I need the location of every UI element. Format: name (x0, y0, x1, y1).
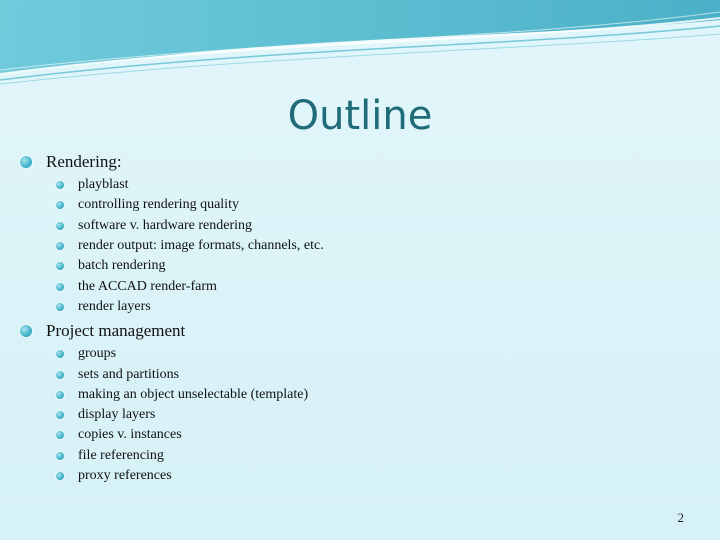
list-item (56, 175, 700, 195)
list-item (56, 195, 700, 215)
outline-section (20, 150, 700, 317)
section-label: Rendering: (46, 152, 122, 171)
list-item-text: playblast (78, 177, 129, 193)
list-item (56, 446, 700, 466)
section-items (20, 344, 700, 486)
list-item-text: the ACCAD render-farm (78, 278, 217, 294)
section-heading (20, 150, 700, 174)
list-item-text: proxy references (78, 468, 172, 483)
bullet-icon (56, 303, 64, 311)
list-item (56, 364, 700, 384)
section-items (20, 175, 700, 317)
bullet-icon (56, 242, 64, 250)
bullet-icon (56, 452, 64, 460)
bullet-icon (20, 156, 32, 168)
bullet-icon (56, 391, 64, 399)
list-item (56, 236, 700, 256)
list-item (56, 466, 700, 486)
bullet-icon (56, 371, 64, 379)
list-item-text: batch rendering (78, 258, 166, 274)
bullet-icon (56, 431, 64, 439)
list-item (56, 216, 700, 236)
slide-title (0, 88, 720, 144)
header-wave-decoration (0, 0, 720, 90)
bullet-icon (56, 472, 64, 480)
bullet-icon (20, 325, 32, 337)
outline-content (20, 150, 700, 488)
section-label: Project management (46, 321, 186, 341)
list-item-text: software v. hardware rendering (78, 217, 253, 233)
list-item-text: sets and partitions (78, 366, 180, 382)
list-item (56, 276, 700, 296)
list-item-text: render layers (78, 298, 151, 314)
list-item-text: controlling rendering quality (78, 197, 239, 213)
outline-section (20, 319, 700, 486)
list-item-text: groups (78, 346, 117, 362)
bullet-icon (56, 201, 64, 209)
outline-list (20, 150, 700, 486)
page-number: 2 (677, 510, 684, 525)
list-item (56, 344, 700, 364)
list-item-text: copies v. instances (78, 427, 182, 443)
bullet-icon (56, 411, 64, 419)
list-item (56, 405, 700, 425)
list-item-text: making an object unselectable (template) (78, 386, 309, 402)
section-heading (20, 319, 700, 343)
bullet-icon (56, 283, 64, 291)
bullet-icon (56, 181, 64, 189)
list-item-text: file referencing (78, 447, 164, 463)
list-item-text: render output: image formats, channels, etc. (78, 238, 324, 254)
list-item (56, 385, 700, 405)
list-item-text: display layers (78, 407, 156, 423)
slide-title-text: Outline (287, 93, 433, 139)
bullet-icon (56, 350, 64, 358)
bullet-icon (56, 222, 64, 230)
list-item (56, 297, 700, 317)
list-item (56, 256, 700, 276)
bullet-icon (56, 262, 64, 270)
list-item (56, 425, 700, 445)
